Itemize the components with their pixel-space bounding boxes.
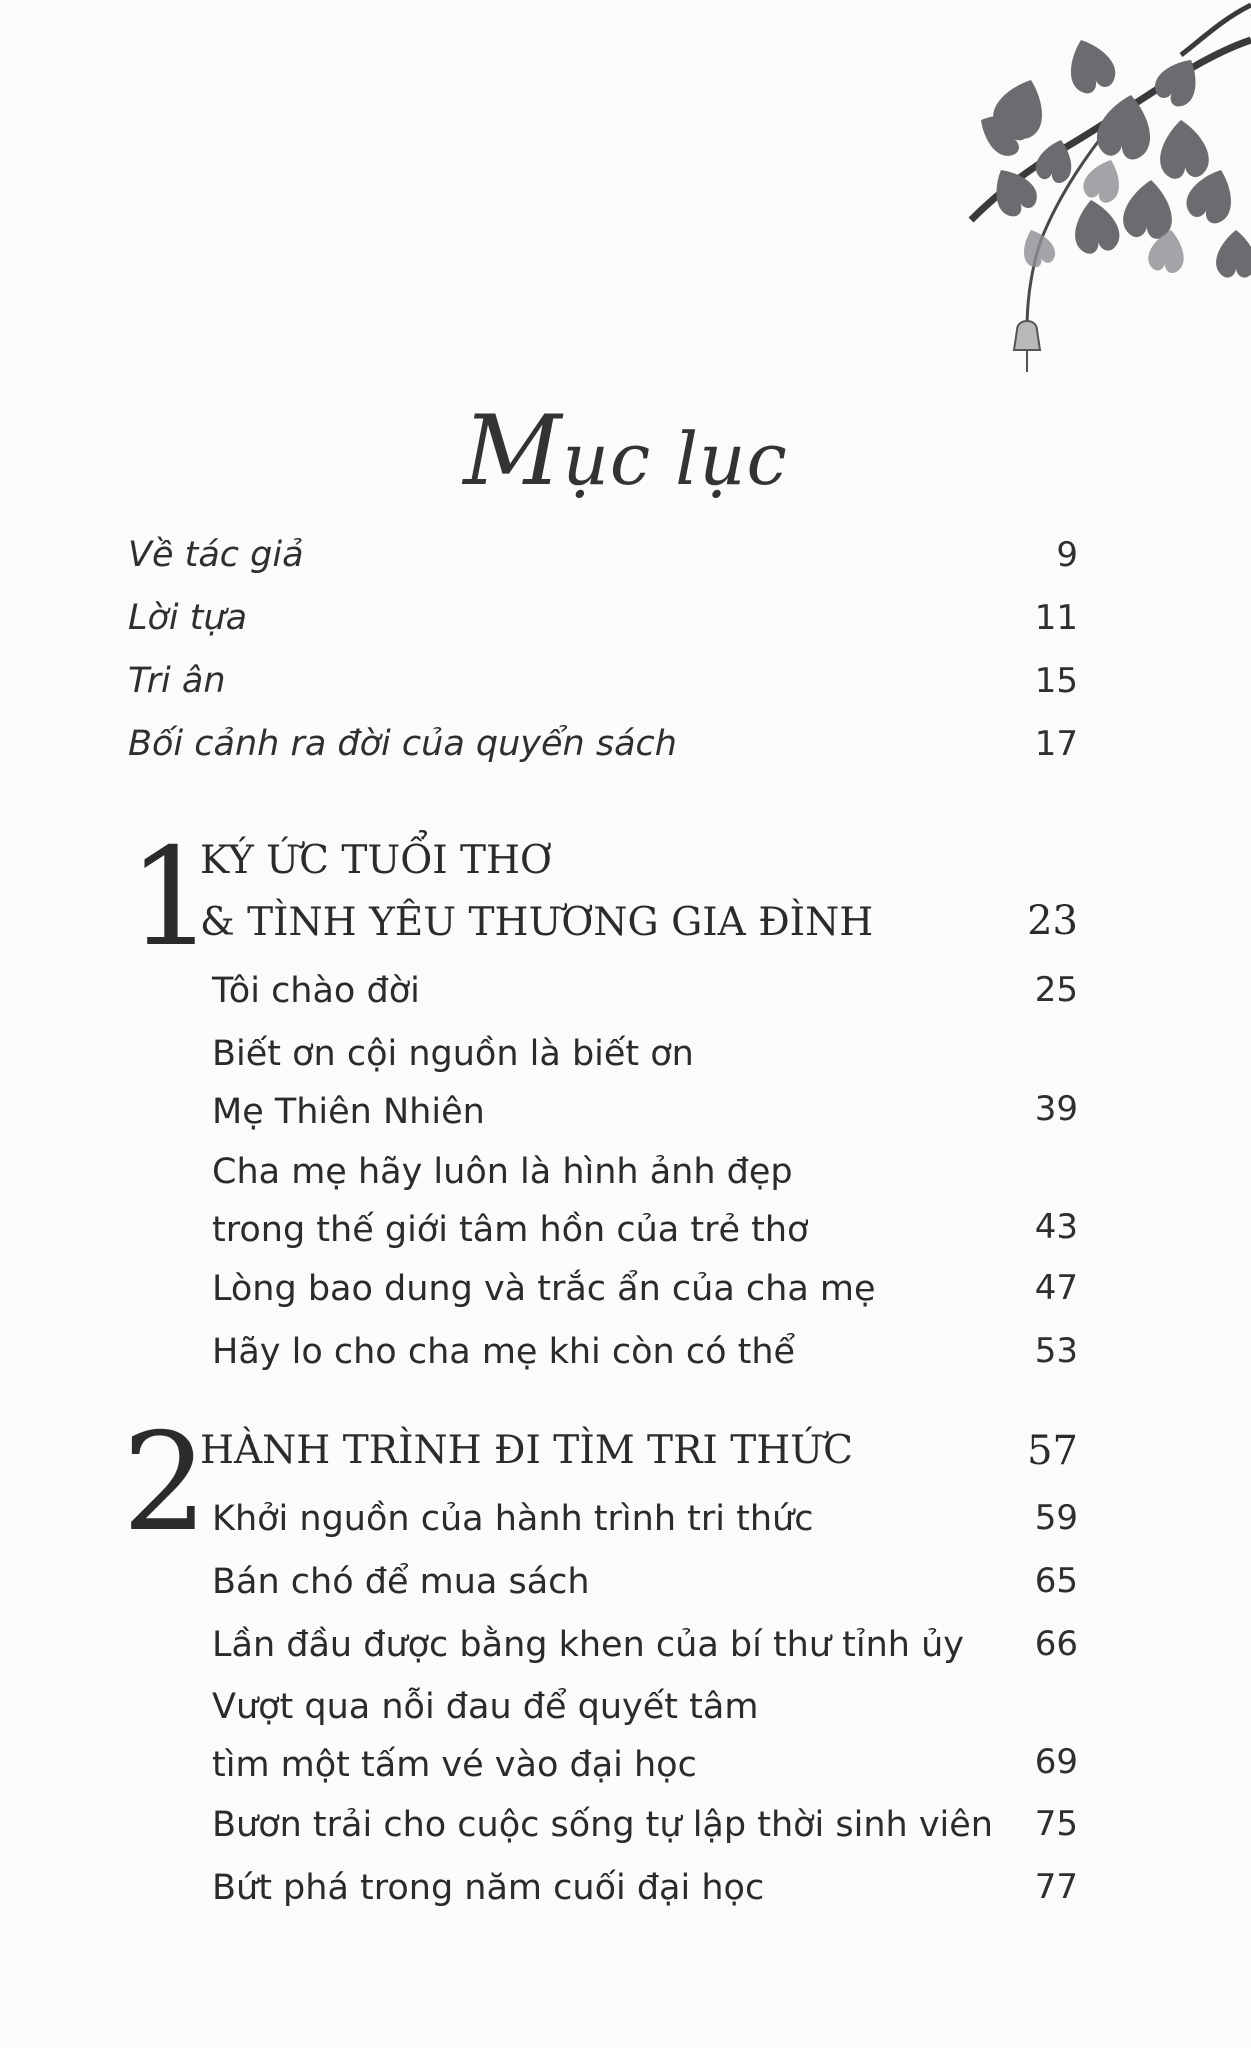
toc-entry-page: 75 — [1034, 1804, 1078, 1844]
toc-entry-label: Lòng bao dung và trắc ẩn của cha mẹ — [212, 1269, 876, 1309]
toc-entry-page: 11 — [1034, 598, 1078, 638]
toc-entry[interactable] — [212, 1678, 758, 1794]
toc-entry-page: 9 — [1056, 535, 1078, 575]
leaf-branch-illustration — [731, 0, 1251, 420]
toc-entry-label: Bứt phá trong năm cuối đại học — [212, 1868, 765, 1908]
toc-entry-label: Hãy lo cho cha mẹ khi còn có thể — [212, 1332, 796, 1372]
toc-entry-page: 65 — [1034, 1561, 1078, 1601]
toc-entry-label: Tri ân — [128, 661, 226, 701]
toc-entry[interactable] — [212, 962, 420, 1020]
chapter-title[interactable] — [200, 1420, 853, 1482]
toc-entry[interactable] — [0, 661, 1251, 721]
toc-entry[interactable] — [212, 1025, 694, 1141]
toc-entry-label: Bươn trải cho cuộc sống tự lập thời sinh viên — [212, 1805, 993, 1845]
toc-entry[interactable] — [0, 724, 1251, 784]
chapter-page: 23 — [1027, 898, 1078, 944]
toc-entry[interactable] — [212, 1260, 876, 1318]
toc-entry-page: 66 — [1034, 1624, 1078, 1664]
toc-entry[interactable] — [212, 1553, 590, 1611]
toc-entry-label: Tôi chào đời — [212, 971, 420, 1011]
toc-entry-label: Bán chó để mua sách — [212, 1562, 590, 1602]
toc-entry-label: Lần đầu được bằng khen của bí thư tỉnh ủy — [212, 1625, 965, 1665]
toc-entry-page: 77 — [1034, 1867, 1078, 1907]
chapter-title[interactable] — [200, 830, 873, 954]
toc-entry[interactable] — [212, 1859, 764, 1917]
toc-entry[interactable] — [212, 1323, 795, 1381]
toc-entry[interactable] — [212, 1143, 808, 1259]
toc-entry-page: 17 — [1034, 724, 1078, 764]
toc-entry-label: Khởi nguồn của hành trình tri thức — [212, 1499, 814, 1539]
page-title: Mục lục — [463, 395, 788, 507]
toc-entry-page: 39 — [1034, 1089, 1078, 1129]
chapter-number: 1 — [128, 819, 214, 976]
toc-entry[interactable] — [212, 1796, 993, 1854]
toc-entry[interactable] — [0, 598, 1251, 658]
chapter-title-line: & TÌNH YÊU THƯƠNG GIA ĐÌNH — [200, 900, 874, 945]
toc-entry-label: trong thế giới tâm hồn của trẻ thơ — [212, 1210, 809, 1250]
toc-entry-label: Lời tựa — [128, 598, 248, 638]
chapter-title-line: KÝ ỨC TUỔI THƠ — [200, 838, 552, 883]
toc-entry-page: 47 — [1034, 1268, 1078, 1308]
toc-entry-label: Biết ơn cội nguồn là biết ơn — [212, 1034, 694, 1074]
toc-entry-page: 15 — [1034, 661, 1078, 701]
toc-entry[interactable] — [212, 1616, 964, 1674]
toc-entry-label: tìm một tấm vé vào đại học — [212, 1745, 697, 1785]
toc-entry-label: Mẹ Thiên Nhiên — [212, 1092, 485, 1132]
toc-entry-label: Vượt qua nỗi đau để quyết tâm — [212, 1687, 759, 1727]
toc-entry-page: 53 — [1034, 1331, 1078, 1371]
toc-entry[interactable] — [212, 1490, 813, 1548]
toc-entry-page: 43 — [1034, 1207, 1078, 1247]
toc-entry-label: Bối cảnh ra đời của quyển sách — [128, 724, 677, 764]
chapter-title-line: HÀNH TRÌNH ĐI TÌM TRI THỨC — [200, 1428, 853, 1473]
chapter-number: 2 — [122, 1404, 208, 1561]
toc-entry-page: 59 — [1034, 1498, 1078, 1538]
toc-entry-label: Về tác giả — [128, 535, 304, 575]
toc-entry-page: 25 — [1034, 970, 1078, 1010]
toc-entry[interactable] — [0, 535, 1251, 595]
toc-entry-page: 69 — [1034, 1742, 1078, 1782]
chapter-page: 57 — [1027, 1428, 1078, 1474]
toc-entry-label: Cha mẹ hãy luôn là hình ảnh đẹp — [212, 1152, 793, 1192]
